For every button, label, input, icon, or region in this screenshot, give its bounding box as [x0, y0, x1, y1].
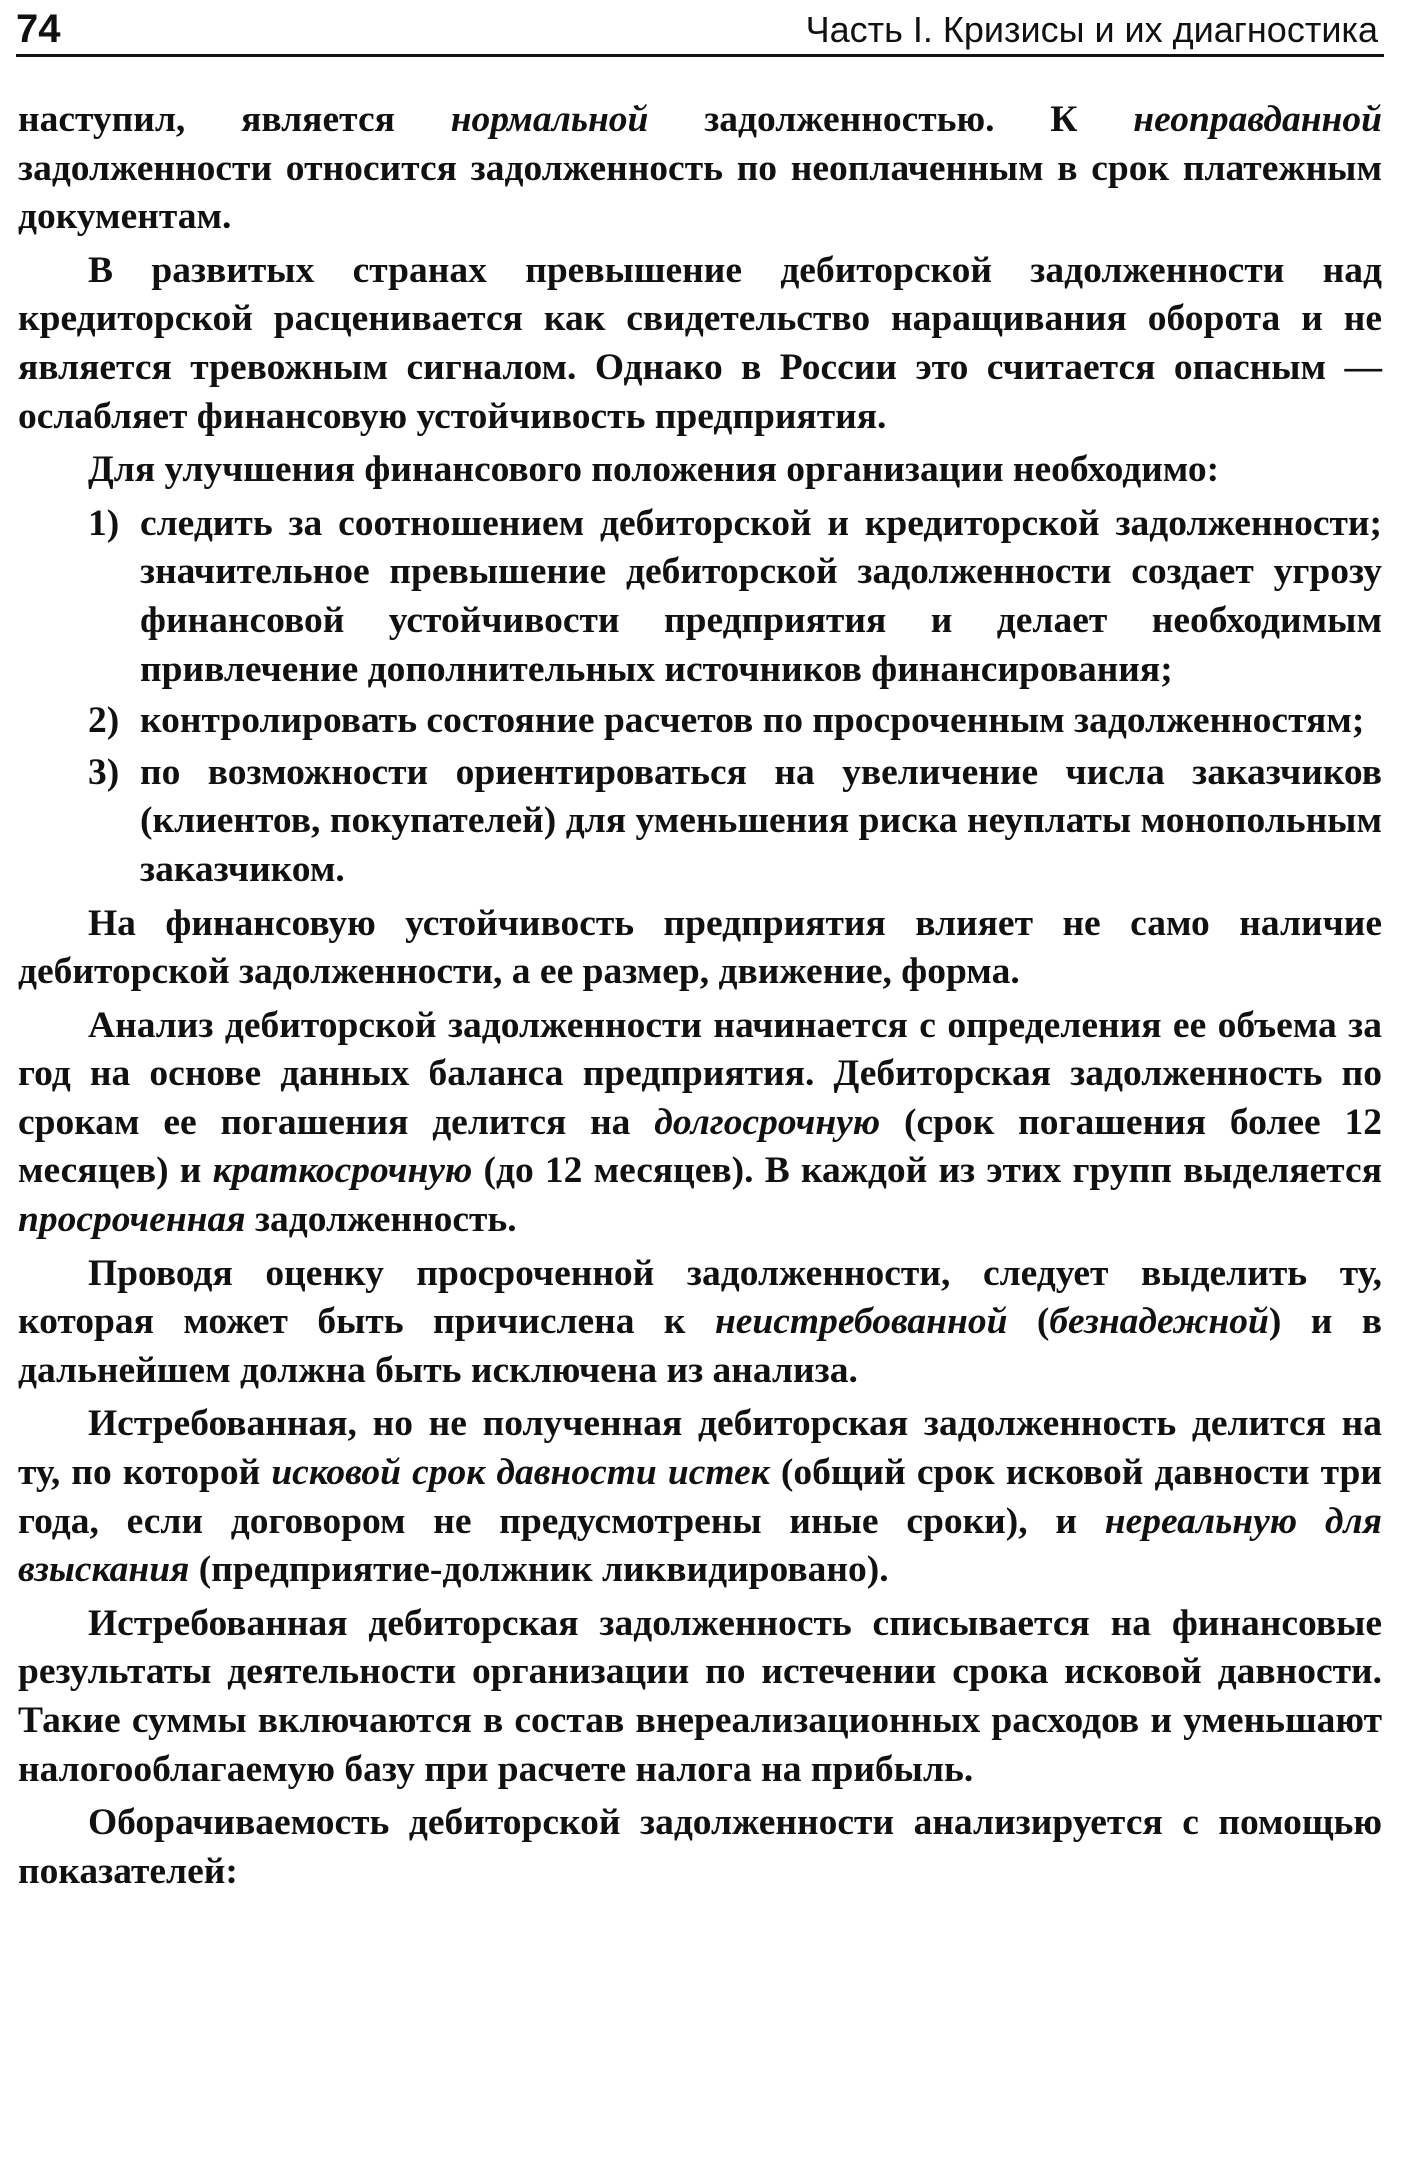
list-item — [18, 500, 1382, 694]
text-run: ) и в дальнейшем должна быть исключена из анализа. — [18, 1301, 1382, 1391]
list-item-text: по возможности ориентироваться на увеличение числа заказчиков (клиентов, покупателей) для уменьшения риска неуплаты монопольным заказчиком. — [140, 751, 1382, 890]
text-run: Проводя оценку просроченной задолженности, следует выделить ту, которая может быть причислена к — [18, 1252, 1382, 1343]
emphasized-term: неоправданной — [1133, 99, 1382, 140]
emphasized-term: исковой срок давности истек — [271, 1452, 770, 1494]
emphasized-term: неистребованной — [714, 1301, 1008, 1343]
list-item-number: 1) — [88, 502, 120, 544]
list-item — [18, 749, 1382, 895]
page-header — [16, 4, 1384, 57]
emphasized-term: краткосрочную — [212, 1150, 473, 1192]
running-head: Часть I. Кризисы и их диагностика — [805, 9, 1378, 50]
text-run: (до 12 месяцев). В каждой из этих групп выделяется — [472, 1150, 1382, 1192]
list-item-number: 3) — [88, 751, 120, 793]
paragraph — [18, 1002, 1382, 1245]
text-run: (общий срок исковой давности три года, если договором не предусмотрены иные сроки), и — [18, 1452, 1382, 1542]
paragraph — [18, 96, 1382, 242]
page-body — [18, 96, 1382, 1901]
text-run: На финансовую устойчивость предприятия влияет не само наличие дебиторской задолженности, а ее размер, движение, форма. — [18, 902, 1382, 993]
text-run: Для улучшения финансового положения организации необходимо: — [88, 449, 1220, 491]
emphasized-term: нормальной — [450, 99, 649, 140]
text-run: В развитых странах превышение дебиторской задолженности над кредиторской расценивается как свидетельство наращивания оборота и не является тревожным сигналом. Однако в России это считается опасным — ослабляет финансовую устойчивость предприятия. — [18, 249, 1382, 437]
text-run: наступил, является — [18, 99, 451, 140]
text-run: Истребованная, но не полученная дебиторская задолженность делится на ту, по которой — [18, 1403, 1382, 1494]
page-number: 74 — [16, 7, 61, 51]
text-run: задолженностью. К — [648, 99, 1134, 140]
paragraph — [18, 1250, 1382, 1396]
list-item-text: контролировать состояние расчетов по просроченным задолженностям; — [140, 700, 1365, 742]
text-run: (срок погашения более 12 месяцев) и — [18, 1101, 1382, 1192]
paragraph — [18, 1600, 1382, 1794]
list-item — [18, 697, 1382, 746]
emphasized-term: долгосрочную — [654, 1101, 881, 1143]
paragraph — [18, 247, 1382, 441]
emphasized-term: безнадежной — [1049, 1301, 1269, 1343]
text-run: задолженности относится задолженность по неоплаченным в срок платежным документам. — [18, 147, 1382, 238]
list-item-text: следить за соотношением дебиторской и кредиторской задолженности; значительное превышение дебиторской задолженности создает угрозу финансовой устойчивости предприятия и делает необходимым привлечение дополнительных источников финансирования; — [140, 502, 1382, 690]
numbered-list — [18, 500, 1382, 895]
text-run: Истребованная дебиторская задолженность списывается на финансовые результаты деятельности организации по истечении срока исковой давности. Такие суммы включаются в состав внереализационных расходов и уменьшают налогооблагаемую базу при расчете налога на прибыль. — [18, 1602, 1382, 1790]
text-run: ( — [1007, 1301, 1050, 1343]
list-item-number: 2) — [88, 700, 120, 742]
paragraph — [18, 1400, 1382, 1594]
text-run: Анализ дебиторской задолженности начинается с определения ее объема за год на основе данных баланса предприятия. Дебиторская задолженность по срокам ее погашения делится на — [18, 1004, 1382, 1143]
emphasized-term: просроченная — [18, 1199, 246, 1241]
text-run: задолженность. — [245, 1199, 517, 1241]
text-run: Оборачиваемость дебиторской задолженности анализируется с помощью показателей: — [18, 1802, 1382, 1892]
emphasized-term: нереальную для взыскания — [18, 1500, 1382, 1591]
text-run: (предприятие-должник ликвидировано). — [189, 1549, 889, 1591]
paragraph — [18, 1799, 1382, 1896]
paragraph — [18, 900, 1382, 997]
paragraph — [18, 446, 1382, 495]
